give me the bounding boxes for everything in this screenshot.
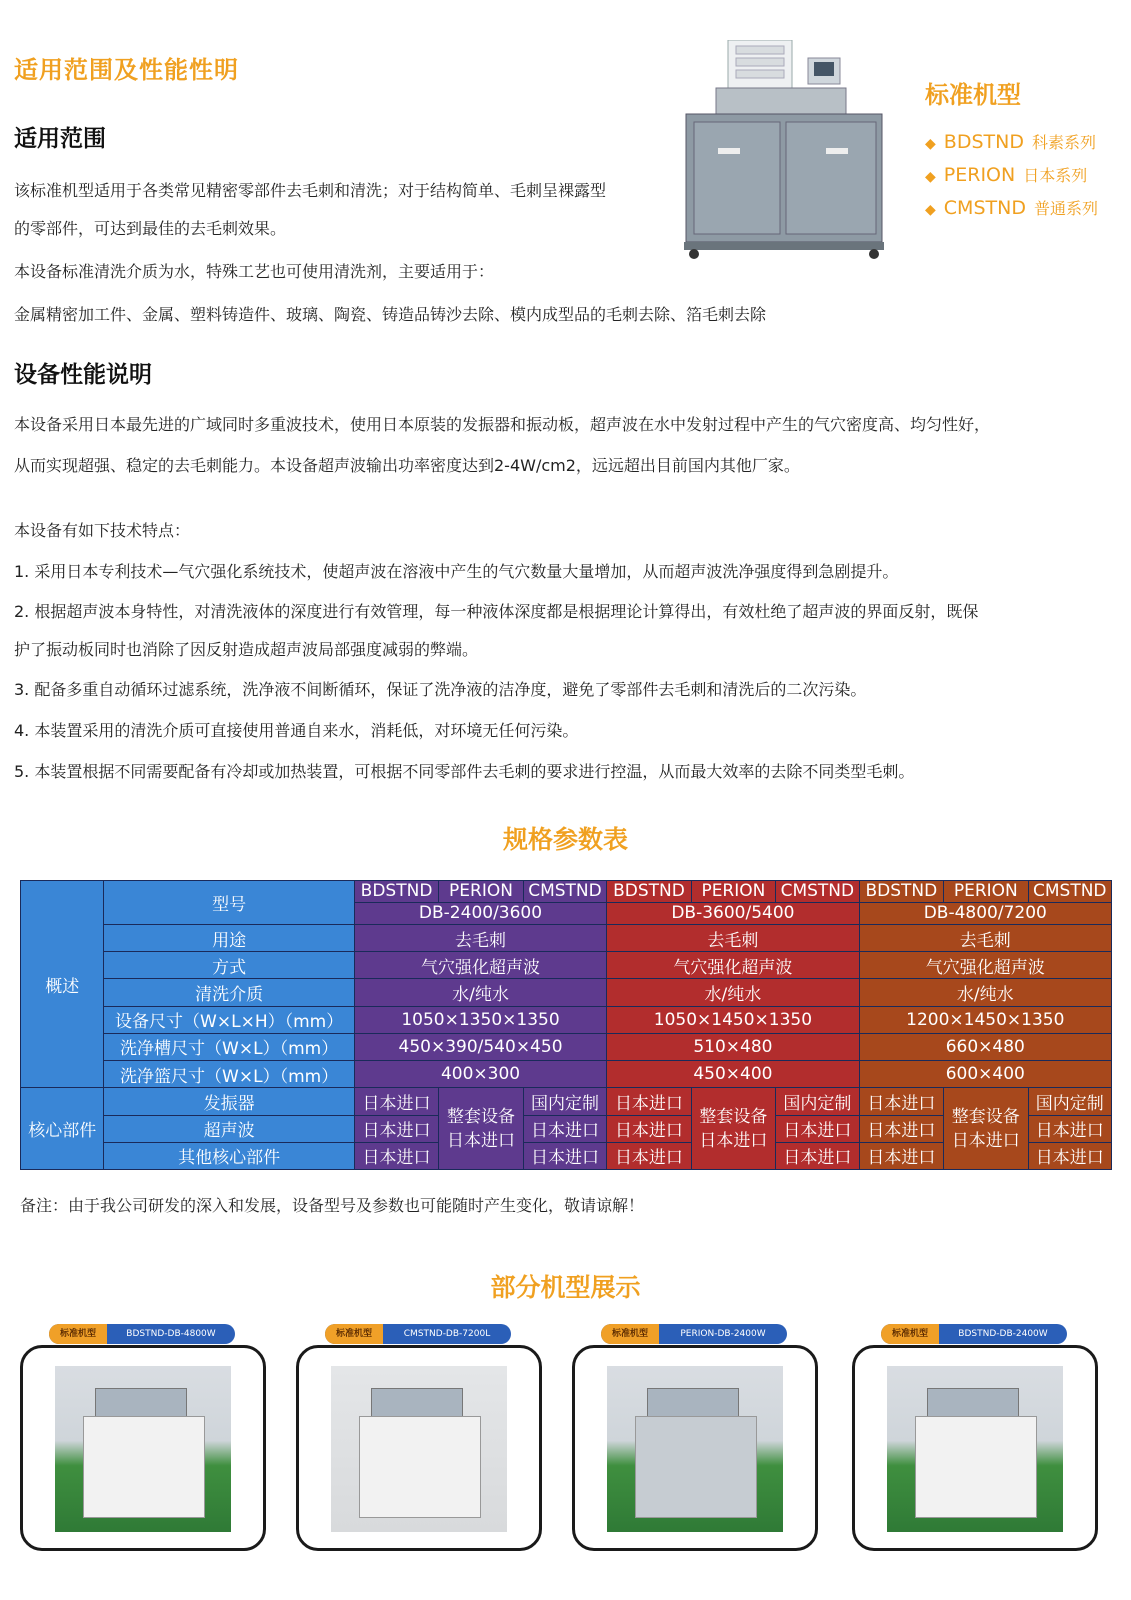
diamond-icon: ◆ [925, 169, 936, 185]
core-cell: 日本进口 [523, 1142, 606, 1169]
row-label-basket: 洗净篮尺寸（W×L）（mm） [104, 1061, 354, 1088]
standard-models-list [925, 127, 1098, 226]
core-cell: 日本进口 [1028, 1115, 1111, 1142]
tank-cell: 450×390/540×450 [354, 1033, 606, 1060]
group-overview: 概述 [21, 881, 104, 1088]
core-cell: 日本进口 [607, 1115, 691, 1142]
spec-table-title: 规格参数表 [502, 825, 628, 854]
card-tag: 标准机型 BDSTND-DB-2400W [881, 1324, 1067, 1344]
card-tag: 标准机型 BDSTND-DB-4800W [49, 1324, 235, 1344]
method-cell: 气穴强化超声波 [859, 952, 1111, 979]
core-cell: 日本进口 [354, 1115, 438, 1142]
showcase-card [20, 1329, 266, 1551]
performance-paragraph: 从而实现超强、稳定的去毛刺能力。本设备超声波输出功率密度达到2-4W/cm2，远远超出目前国内其他厂家。 [14, 456, 800, 475]
feature-item: 3. 配备多重自动循环过滤系统，洗净液不间断循环，保证了洗净液的洁净度，避免了零部件去毛刺和清洗后的二次污染。 [14, 680, 867, 699]
features-intro: 本设备有如下技术特点： [14, 521, 191, 540]
brand-cell: CMSTND [1028, 881, 1111, 903]
machine-image [680, 40, 890, 260]
performance-heading: 设备性能说明 [14, 362, 152, 388]
use-cell: 去毛刺 [859, 924, 1111, 951]
performance-paragraph: 本设备采用日本最先进的广域同时多重波技术，使用日本原装的发振器和振动板，超声波在水中发射过程中产生的气穴密度高、均匀性好， [14, 415, 991, 434]
core-cell: 日本进口 [859, 1115, 943, 1142]
feature-item: 2. 根据超声波本身特性，对清洗液体的深度进行有效管理，每一种液体深度都是根据理论计算得出，有效杜绝了超声波的界面反射，既保 [14, 602, 979, 621]
core-cell: 国内定制 [776, 1088, 859, 1115]
machine-photo [55, 1366, 231, 1532]
size-cell: 1050×1450×1350 [607, 1006, 859, 1033]
model-cell: DB-3600/5400 [607, 902, 859, 924]
core-cell: 国内定制 [1028, 1088, 1111, 1115]
method-cell: 气穴强化超声波 [354, 952, 606, 979]
model-series-item: ◆ BDSTND 科素系列 [925, 131, 1096, 153]
row-label-model: 型号 [104, 881, 354, 925]
model-cell: DB-4800/7200 [859, 902, 1111, 924]
core-cell: 日本进口 [776, 1115, 859, 1142]
core-cell: 日本进口 [859, 1088, 943, 1115]
scope-paragraph: 金属精密加工件、金属、塑料铸造件、玻璃、陶瓷、铸造品铸沙去除、模内成型品的毛刺去除、箔毛刺去除 [14, 305, 767, 324]
model-cell: DB-2400/3600 [354, 902, 606, 924]
core-cell: 日本进口 [523, 1115, 606, 1142]
scope-paragraph: 本设备标准清洗介质为水，特殊工艺也可使用清洗剂，主要适用于： [14, 262, 495, 281]
feature-item: 1. 采用日本专利技术—气穴强化系统技术，使超声波在溶液中产生的气穴数量大量增加，从而超声波洗净强度得到急剧提升。 [14, 562, 899, 581]
scope-paragraph: 该标准机型适用于各类常见精密零部件去毛刺和清洗；对于结构简单、毛刺呈裸露型 [14, 181, 607, 200]
basket-cell: 450×400 [607, 1061, 859, 1088]
use-cell: 去毛刺 [354, 924, 606, 951]
medium-cell: 水/纯水 [859, 979, 1111, 1006]
size-cell: 1050×1350×1350 [354, 1006, 606, 1033]
use-cell: 去毛刺 [607, 924, 859, 951]
scope-paragraph: 的零部件，可达到最佳的去毛刺效果。 [14, 219, 287, 238]
row-label-method: 方式 [104, 952, 354, 979]
card-tag: 标准机型 CMSTND-DB-7200L [325, 1324, 511, 1344]
core-mid-cell: 整套设备日本进口 [944, 1088, 1028, 1170]
diamond-icon: ◆ [925, 202, 936, 218]
machine-photo [887, 1366, 1063, 1532]
medium-cell: 水/纯水 [354, 979, 606, 1006]
brand-cell: BDSTND [859, 881, 943, 903]
tank-cell: 510×480 [607, 1033, 859, 1060]
brand-cell: PERION [439, 881, 523, 903]
core-cell: 日本进口 [607, 1088, 691, 1115]
row-label-other: 其他核心部件 [104, 1142, 354, 1169]
core-cell: 日本进口 [607, 1142, 691, 1169]
feature-item: 护了振动板同时也消除了因反射造成超声波局部强度减弱的弊端。 [14, 640, 479, 659]
row-label-tank: 洗净槽尺寸（W×L）（mm） [104, 1033, 354, 1060]
row-label-ultrasonic: 超声波 [104, 1115, 354, 1142]
core-cell: 日本进口 [354, 1088, 438, 1115]
brand-cell: BDSTND [607, 881, 691, 903]
scope-heading: 适用范围 [14, 126, 106, 152]
row-label-medium: 清洗介质 [104, 979, 354, 1006]
row-label-use: 用途 [104, 924, 354, 951]
row-label-size: 设备尺寸（W×L×H）（mm） [104, 1006, 354, 1033]
core-cell: 日本进口 [776, 1142, 859, 1169]
feature-item: 4. 本装置采用的清洗介质可直接使用普通自来水，消耗低，对环境无任何污染。 [14, 721, 579, 740]
spec-table [20, 880, 1112, 1170]
tank-cell: 660×480 [859, 1033, 1111, 1060]
basket-cell: 400×300 [354, 1061, 606, 1088]
core-cell: 国内定制 [523, 1088, 606, 1115]
standard-models-title: 标准机型 [925, 81, 1021, 109]
size-cell: 1200×1450×1350 [859, 1006, 1111, 1033]
feature-item: 5. 本装置根据不同需要配备有冷却或加热装置，可根据不同零部件去毛刺的要求进行控温，从而最大效率的去除不同类型毛刺。 [14, 762, 915, 781]
medium-cell: 水/纯水 [607, 979, 859, 1006]
method-cell: 气穴强化超声波 [607, 952, 859, 979]
basket-cell: 600×400 [859, 1061, 1111, 1088]
core-mid-cell: 整套设备日本进口 [691, 1088, 775, 1170]
brand-cell: CMSTND [776, 881, 859, 903]
showcase-title: 部分机型展示 [490, 1273, 641, 1302]
showcase-card [852, 1329, 1098, 1551]
card-tag: 标准机型 PERION-DB-2400W [601, 1324, 787, 1344]
brand-cell: CMSTND [523, 881, 606, 903]
core-cell: 日本进口 [354, 1142, 438, 1169]
brand-cell: PERION [944, 881, 1028, 903]
model-series-item: ◆ PERION 日本系列 [925, 164, 1088, 186]
machine-photo [607, 1366, 783, 1532]
diamond-icon: ◆ [925, 136, 936, 152]
brand-cell: PERION [691, 881, 775, 903]
core-cell: 日本进口 [859, 1142, 943, 1169]
showcase-card [572, 1329, 818, 1551]
row-label-oscillator: 发振器 [104, 1088, 354, 1115]
showcase-card [296, 1329, 542, 1551]
brand-cell: BDSTND [354, 881, 438, 903]
machine-photo [331, 1366, 507, 1532]
page-title: 适用范围及性能性明 [14, 56, 239, 84]
core-cell: 日本进口 [1028, 1142, 1111, 1169]
model-series-item: ◆ CMSTND 普通系列 [925, 197, 1098, 219]
core-mid-cell: 整套设备日本进口 [439, 1088, 523, 1170]
group-core: 核心部件 [21, 1088, 104, 1170]
spec-note: 备注：由于我公司研发的深入和发展，设备型号及参数也可能随时产生变化，敬请谅解！ [20, 1196, 645, 1215]
